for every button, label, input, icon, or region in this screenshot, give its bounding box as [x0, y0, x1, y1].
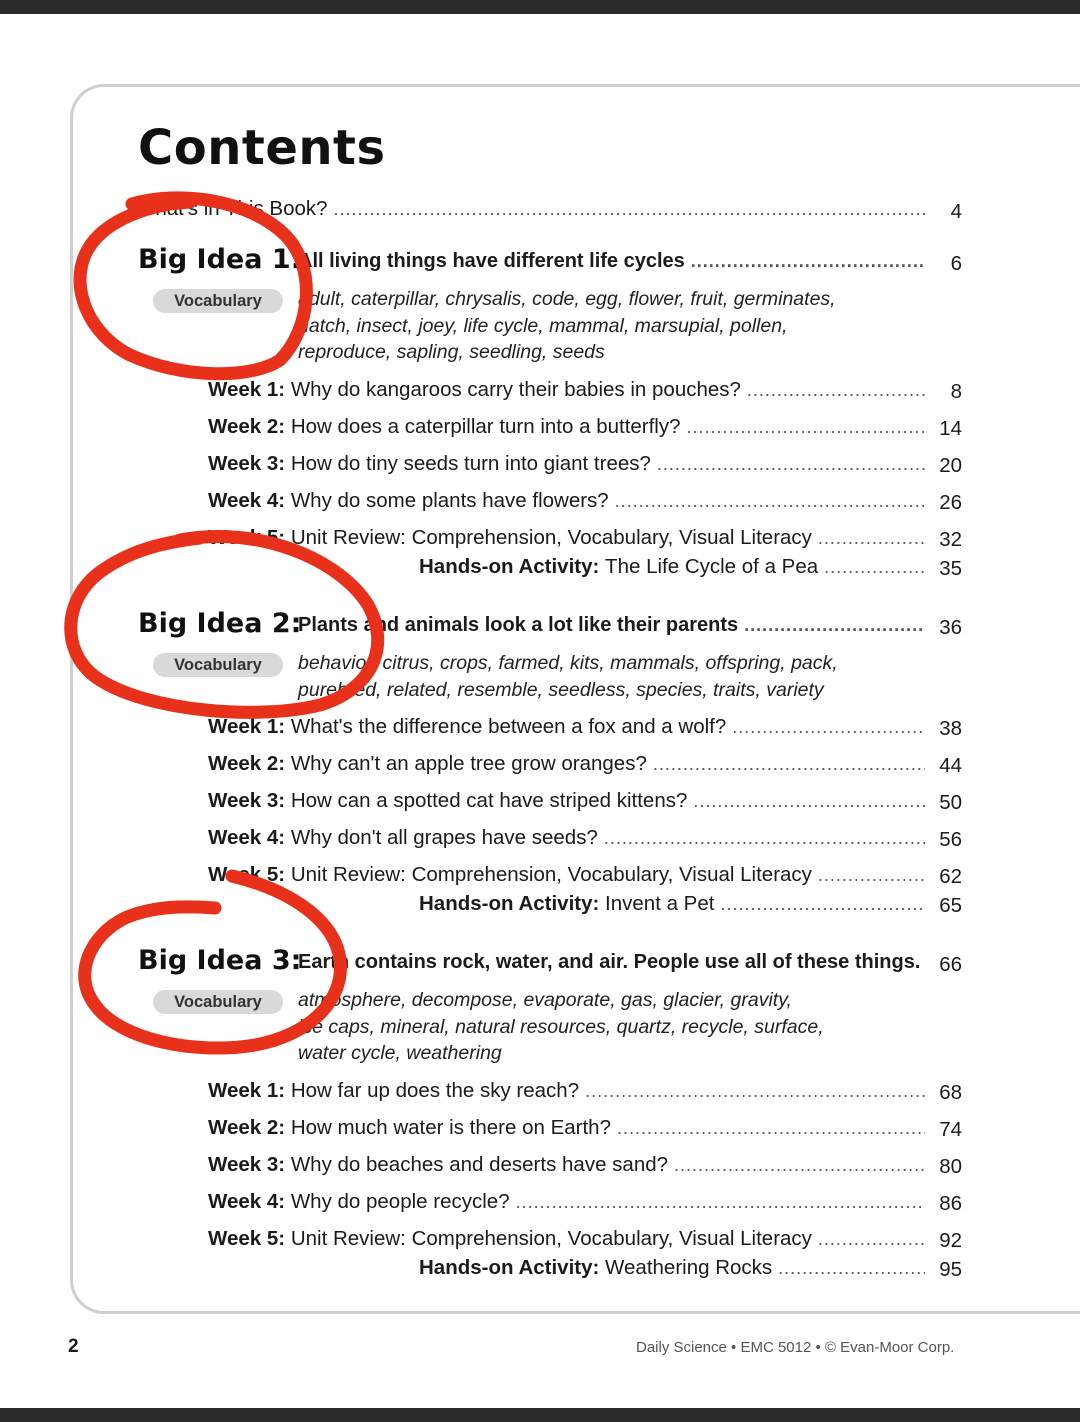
week-label: Week 1: — [208, 1079, 286, 1102]
vocab-line: water cycle, weathering — [298, 1042, 502, 1064]
big-idea-1-label: Big Idea 1: — [138, 244, 302, 275]
activity-page: 95 — [939, 1258, 962, 1281]
week-label: Week 5: — [208, 863, 286, 886]
activity-title: Weathering Rocks — [605, 1256, 773, 1279]
week-title: How can a spotted cat have striped kittens? — [290, 789, 688, 812]
week-title: Why do some plants have flowers? — [290, 489, 609, 512]
activity-label: Hands-on Activity: — [419, 555, 600, 578]
toc-entry-week — [208, 1079, 931, 1109]
big-idea-2-page: 36 — [939, 616, 962, 639]
week-label: Week 4: — [208, 826, 286, 849]
vocab-line: adult, caterpillar, chrysalis, code, egg, flower, fruit, germinates, — [298, 288, 836, 310]
week-title: How far up does the sky reach? — [290, 1079, 580, 1102]
big-idea-3-vocabulary — [298, 987, 898, 1067]
leader-dots — [818, 1229, 925, 1250]
vocab-line: hatch, insect, joey, life cycle, mammal, marsupial, pollen, — [298, 314, 788, 337]
toc-entry-week — [208, 378, 931, 408]
leader-dots — [824, 557, 925, 578]
vocabulary-badge: Vocabulary — [153, 289, 283, 313]
week-label: Week 5: — [208, 526, 286, 549]
big-idea-1-vocabulary — [298, 286, 898, 366]
bottom-dark-bar — [0, 1408, 1080, 1422]
leader-dots — [687, 417, 925, 438]
vocab-line: behavior, citrus, crops, farmed, kits, mammals, offspring, pack, — [298, 652, 838, 674]
toc-entry-activity — [419, 1256, 931, 1286]
toc-entry-week — [208, 863, 931, 893]
publisher-footer: Daily Science • EMC 5012 • © Evan-Moor Corp. — [636, 1339, 955, 1356]
vocab-line: ice caps, mineral, natural resources, quartz, recycle, surface, — [298, 1015, 824, 1038]
week-page: 68 — [939, 1081, 962, 1104]
big-idea-2-vocabulary — [298, 650, 898, 703]
leader-dots — [615, 491, 925, 512]
toc-entry-week — [208, 489, 931, 519]
toc-entry-week — [208, 415, 931, 445]
intro-page: 4 — [950, 200, 962, 223]
big-idea-2-label: Big Idea 2: — [138, 608, 302, 639]
toc-entry-activity — [419, 555, 931, 585]
week-title: What's the difference between a fox and a wolf? — [290, 715, 727, 738]
leader-dots — [818, 528, 925, 549]
big-idea-3-text: Earth contains rock, water, and air. People use all of these things. — [298, 951, 921, 973]
big-idea-3-label: Big Idea 3: — [138, 945, 302, 976]
vocab-line: purebred, related, resemble, seedless, species, traits, variety — [298, 678, 824, 701]
toc-entry-week — [208, 789, 931, 819]
leader-dots — [744, 615, 925, 636]
leader-dots — [674, 1155, 925, 1176]
toc-entry-intro — [136, 197, 931, 227]
week-label: Week 2: — [208, 752, 286, 775]
week-label: Week 4: — [208, 1190, 286, 1213]
toc-entry-week — [208, 1190, 931, 1220]
leader-dots — [778, 1258, 925, 1279]
toc-entry-week — [208, 1116, 931, 1146]
page-title: Contents — [138, 120, 386, 176]
leader-dots — [720, 894, 925, 915]
week-title: Why do people recycle? — [290, 1190, 510, 1213]
week-label: Week 3: — [208, 452, 286, 475]
page-number: 2 — [68, 1336, 79, 1357]
week-label: Week 4: — [208, 489, 286, 512]
week-title: How does a caterpillar turn into a butterfly? — [290, 415, 681, 438]
big-idea-3-page: 66 — [939, 953, 962, 976]
big-idea-2-entry — [298, 614, 931, 648]
leader-dots — [653, 754, 925, 775]
vocabulary-badge: Vocabulary — [153, 653, 283, 677]
big-idea-1-page: 6 — [950, 252, 962, 275]
week-label: Week 1: — [208, 715, 286, 738]
week-page: 80 — [939, 1155, 962, 1178]
toc-entry-week — [208, 452, 931, 482]
week-title: Unit Review: Comprehension, Vocabulary, Visual Literacy — [290, 863, 812, 886]
big-idea-2-text: Plants and animals look a lot like their parents — [298, 614, 739, 636]
week-title: Why don't all grapes have seeds? — [290, 826, 598, 849]
activity-page: 35 — [939, 557, 962, 580]
toc-entry-week — [208, 1153, 931, 1183]
week-label: Week 5: — [208, 1227, 286, 1250]
week-title: How much water is there on Earth? — [290, 1116, 611, 1139]
week-page: 20 — [939, 454, 962, 477]
leader-dots — [657, 454, 925, 475]
week-title: How do tiny seeds turn into giant trees? — [290, 452, 651, 475]
leader-dots — [604, 828, 925, 849]
week-title: Unit Review: Comprehension, Vocabulary, Visual Literacy — [290, 526, 812, 549]
week-page: 50 — [939, 791, 962, 814]
vocab-line: reproduce, sapling, seedling, seeds — [298, 341, 605, 363]
week-title: Why can't an apple tree grow oranges? — [290, 752, 647, 775]
toc-entry-week — [208, 715, 931, 745]
leader-dots — [334, 199, 925, 220]
toc-entry-week — [208, 826, 931, 856]
leader-dots — [732, 717, 925, 738]
leader-dots — [617, 1118, 925, 1139]
week-title: Unit Review: Comprehension, Vocabulary, Visual Literacy — [290, 1227, 812, 1250]
activity-page: 65 — [939, 894, 962, 917]
week-label: Week 2: — [208, 415, 286, 438]
activity-label: Hands-on Activity: — [419, 892, 600, 915]
activity-title: The Life Cycle of a Pea — [605, 555, 819, 578]
week-page: 86 — [939, 1192, 962, 1215]
toc-entry-week — [208, 526, 931, 556]
week-page: 74 — [939, 1118, 962, 1141]
intro-text: What's in This Book? — [136, 197, 328, 220]
week-page: 62 — [939, 865, 962, 888]
week-page: 38 — [939, 717, 962, 740]
week-page: 92 — [939, 1229, 962, 1252]
week-page: 26 — [939, 491, 962, 514]
week-page: 44 — [939, 754, 962, 777]
vocabulary-badge: Vocabulary — [153, 990, 283, 1014]
leader-dots — [747, 380, 925, 401]
week-label: Week 3: — [208, 789, 286, 812]
leader-dots — [516, 1192, 925, 1213]
week-title: Why do kangaroos carry their babies in pouches? — [290, 378, 741, 401]
big-idea-1-entry — [298, 250, 931, 284]
big-idea-1-text: All living things have different life cycles — [298, 250, 685, 272]
week-page: 32 — [939, 528, 962, 551]
week-label: Week 3: — [208, 1153, 286, 1176]
week-label: Week 2: — [208, 1116, 286, 1139]
activity-label: Hands-on Activity: — [419, 1256, 600, 1279]
week-title: Why do beaches and deserts have sand? — [290, 1153, 669, 1176]
activity-title: Invent a Pet — [605, 892, 715, 915]
week-label: Week 1: — [208, 378, 286, 401]
leader-dots — [585, 1081, 925, 1102]
leader-dots — [691, 251, 925, 272]
big-idea-3-entry — [298, 951, 931, 985]
vocab-line: atmosphere, decompose, evaporate, gas, glacier, gravity, — [298, 989, 792, 1011]
toc-entry-activity — [419, 892, 931, 922]
week-page: 14 — [939, 417, 962, 440]
leader-dots — [693, 791, 925, 812]
toc-entry-week — [208, 1227, 931, 1257]
leader-dots — [818, 865, 925, 886]
toc-entry-week — [208, 752, 931, 782]
week-page: 56 — [939, 828, 962, 851]
top-dark-bar — [0, 0, 1080, 14]
week-page: 8 — [950, 380, 962, 403]
